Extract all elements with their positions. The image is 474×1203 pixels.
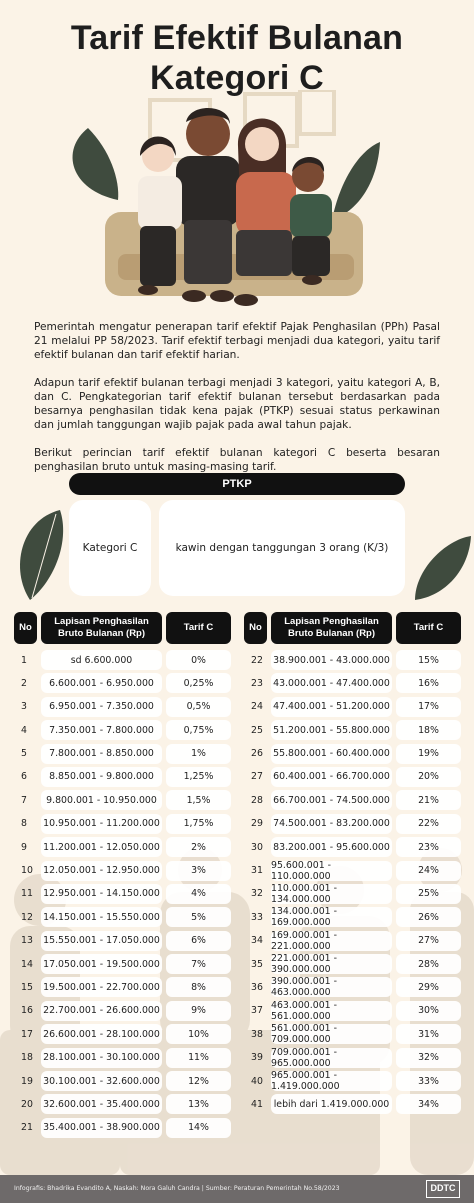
row-rate: 27%: [396, 931, 461, 951]
leaf-decoration-right: [405, 530, 474, 610]
row-number: 38: [251, 1028, 263, 1040]
leaf-decoration-left: [0, 500, 80, 610]
category-description: kawin dengan tanggungan 3 orang (K/3): [159, 500, 405, 596]
row-income-range: 965.000.001 - 1.419.000.000: [271, 1071, 392, 1091]
row-number: 9: [21, 841, 27, 853]
footer: [0, 1175, 474, 1203]
row-rate: 26%: [396, 907, 461, 927]
table-row: [244, 650, 465, 670]
row-rate: 34%: [396, 1094, 461, 1114]
row-income-range: 134.000.001 - 169.000.000: [271, 907, 392, 927]
row-rate: 23%: [396, 837, 461, 857]
row-income-range: 169.000.001 - 221.000.000: [271, 931, 392, 951]
row-rate: 9%: [166, 1001, 231, 1021]
row-rate: 2%: [166, 837, 231, 857]
row-rate: 11%: [166, 1048, 231, 1068]
row-number: 39: [251, 1052, 263, 1064]
intro-text: [34, 320, 440, 488]
row-number: 27: [251, 771, 263, 783]
row-income-range: 51.200.001 - 55.800.000: [271, 720, 392, 740]
row-number: 28: [251, 794, 263, 806]
table-row: [14, 1071, 235, 1091]
row-income-range: 66.700.001 - 74.500.000: [271, 790, 392, 810]
table-row: [14, 861, 235, 881]
row-income-range: 32.600.001 - 35.400.000: [41, 1094, 162, 1114]
row-number: 29: [251, 818, 263, 830]
row-income-range: 15.550.001 - 17.050.000: [41, 931, 162, 951]
row-number: 4: [21, 724, 27, 736]
table-row: [244, 767, 465, 787]
row-number: 33: [251, 911, 263, 923]
row-income-range: 561.000.001 - 709.000.000: [271, 1024, 392, 1044]
row-rate: 8%: [166, 977, 231, 997]
row-number: 5: [21, 748, 27, 760]
intro-paragraph-3: Berikut perincian tarif efektif bulanan kategori C beserta besaran penghasilan bruto untuk masing-masing tarif.: [34, 447, 440, 473]
family-illustration: [0, 90, 474, 312]
row-income-range: 47.400.001 - 51.200.000: [271, 697, 392, 717]
table-row: [244, 931, 465, 951]
row-number: 10: [21, 865, 33, 877]
row-number: 23: [251, 677, 263, 689]
row-rate: 1,75%: [166, 814, 231, 834]
table-row: [14, 673, 235, 693]
row-income-range: 55.800.001 - 60.400.000: [271, 744, 392, 764]
row-rate: 25%: [396, 884, 461, 904]
table-row: [14, 837, 235, 857]
row-rate: 0,5%: [166, 697, 231, 717]
table-row: [14, 1048, 235, 1068]
ptkp-header: PTKP: [69, 473, 405, 495]
row-income-range: 10.950.001 - 11.200.000: [41, 814, 162, 834]
table-row: [244, 1094, 465, 1114]
header-range: Lapisan Penghasilan Bruto Bulanan (Rp): [41, 612, 162, 644]
table-row: [244, 673, 465, 693]
intro-paragraph-2: Adapun tarif efektif bulanan terbagi menjadi 3 kategori, yaitu kategori A, B, dan C. Pengkategorian tarif efektif bulanan tersebut berdasarkan pada besarnya penghasilan tidak kena pajak (PTKP) sesuai status perkawinan dan jumlah tanggungan wajib pajak pada awal tahun pajak.: [34, 377, 440, 431]
row-number: 16: [21, 1005, 33, 1017]
row-rate: 31%: [396, 1024, 461, 1044]
table-row: [244, 884, 465, 904]
table-row: [244, 744, 465, 764]
row-income-range: 7.350.001 - 7.800.000: [41, 720, 162, 740]
row-income-range: 35.400.001 - 38.900.000: [41, 1118, 162, 1138]
row-rate: 17%: [396, 697, 461, 717]
footer-credits: Infografis: Bhadrika Evandito A, Naskah: Nora Galuh Candra | Sumber: Peraturan Pemerintah No.58/2023: [14, 1185, 340, 1192]
ddtc-logo: DDTC: [426, 1180, 460, 1198]
row-income-range: 17.050.001 - 19.500.000: [41, 954, 162, 974]
rate-table-right: [244, 612, 465, 1118]
header-rate: Tarif C: [396, 612, 461, 644]
row-rate: 16%: [396, 673, 461, 693]
row-number: 6: [21, 771, 27, 783]
row-rate: 33%: [396, 1071, 461, 1091]
row-income-range: lebih dari 1.419.000.000: [271, 1094, 392, 1114]
row-rate: 0%: [166, 650, 231, 670]
row-income-range: 60.400.001 - 66.700.000: [271, 767, 392, 787]
table-row: [244, 1071, 465, 1091]
table-row: [14, 697, 235, 717]
row-rate: 28%: [396, 954, 461, 974]
header-rate: Tarif C: [166, 612, 231, 644]
row-income-range: 221.000.001 - 390.000.000: [271, 954, 392, 974]
row-income-range: 6.950.001 - 7.350.000: [41, 697, 162, 717]
row-number: 35: [251, 958, 263, 970]
row-rate: 0,75%: [166, 720, 231, 740]
row-income-range: 28.100.001 - 30.100.000: [41, 1048, 162, 1068]
row-income-range: sd 6.600.000: [41, 650, 162, 670]
row-number: 15: [21, 981, 33, 993]
row-number: 31: [251, 865, 263, 877]
table-row: [244, 720, 465, 740]
table-row: [14, 744, 235, 764]
table-row: [14, 977, 235, 997]
row-income-range: 12.950.001 - 14.150.000: [41, 884, 162, 904]
row-rate: 29%: [396, 977, 461, 997]
row-rate: 32%: [396, 1048, 461, 1068]
table-row: [14, 931, 235, 951]
row-rate: 3%: [166, 861, 231, 881]
table-row: [14, 954, 235, 974]
row-number: 13: [21, 935, 33, 947]
title-line-1: Tarif Efektif Bulanan: [70, 19, 404, 57]
header-no: No: [14, 612, 37, 644]
row-number: 30: [251, 841, 263, 853]
row-income-range: 110.000.001 - 134.000.000: [271, 884, 392, 904]
row-number: 37: [251, 1005, 263, 1017]
row-rate: 14%: [166, 1118, 231, 1138]
row-income-range: 30.100.001 - 32.600.000: [41, 1071, 162, 1091]
row-income-range: 6.600.001 - 6.950.000: [41, 673, 162, 693]
table-row: [14, 1024, 235, 1044]
row-number: 20: [21, 1098, 33, 1110]
row-rate: 0,25%: [166, 673, 231, 693]
row-rate: 21%: [396, 790, 461, 810]
table-row: [14, 650, 235, 670]
row-number: 11: [21, 888, 33, 900]
table-row: [244, 790, 465, 810]
table-row: [14, 720, 235, 740]
row-income-range: 8.850.001 - 9.800.000: [41, 767, 162, 787]
intro-paragraph-1: Pemerintah mengatur penerapan tarif efektif Pajak Penghasilan (PPh) Pasal 21 melalui PP 58/2023. Tarif efektif terbagi menjadi dua kategori, yaitu tarif efektif bulanan dan tarif efektif harian.: [34, 321, 440, 361]
row-income-range: 11.200.001 - 12.050.000: [41, 837, 162, 857]
table-row: [14, 884, 235, 904]
table-row: [14, 790, 235, 810]
row-income-range: 709.000.001 - 965.000.000: [271, 1048, 392, 1068]
row-number: 41: [251, 1098, 263, 1110]
table-row: [244, 907, 465, 927]
row-income-range: 26.600.001 - 28.100.000: [41, 1024, 162, 1044]
row-number: 14: [21, 958, 33, 970]
table-row: [244, 814, 465, 834]
row-number: 7: [21, 794, 27, 806]
table-row: [14, 767, 235, 787]
row-number: 36: [251, 981, 263, 993]
row-income-range: 95.600.001 - 110.000.000: [271, 861, 392, 881]
row-income-range: 390.000.001 - 463.000.000: [271, 977, 392, 997]
row-rate: 19%: [396, 744, 461, 764]
row-rate: 5%: [166, 907, 231, 927]
row-rate: 12%: [166, 1071, 231, 1091]
row-number: 26: [251, 748, 263, 760]
table-row: [244, 1048, 465, 1068]
row-rate: 1%: [166, 744, 231, 764]
row-rate: 7%: [166, 954, 231, 974]
row-income-range: 7.800.001 - 8.850.000: [41, 744, 162, 764]
row-number: 21: [21, 1122, 33, 1134]
row-income-range: 22.700.001 - 26.600.000: [41, 1001, 162, 1021]
table-row: [244, 1001, 465, 1021]
row-income-range: 19.500.001 - 22.700.000: [41, 977, 162, 997]
table-row: [244, 861, 465, 881]
table-row: [14, 1118, 235, 1138]
row-rate: 1,5%: [166, 790, 231, 810]
row-rate: 4%: [166, 884, 231, 904]
table-row: [244, 977, 465, 997]
page-title: [0, 18, 474, 98]
row-number: 17: [21, 1028, 33, 1040]
title-line-2: Kategori C: [150, 59, 324, 97]
table-header: [14, 612, 235, 644]
table-row: [14, 907, 235, 927]
row-number: 18: [21, 1052, 33, 1064]
category-label: Kategori C: [69, 500, 151, 596]
row-number: 32: [251, 888, 263, 900]
table-row: [244, 697, 465, 717]
row-number: 22: [251, 654, 263, 666]
row-income-range: 83.200.001 - 95.600.000: [271, 837, 392, 857]
table-row: [14, 1001, 235, 1021]
header-no: No: [244, 612, 267, 644]
row-income-range: 14.150.001 - 15.550.000: [41, 907, 162, 927]
row-number: 40: [251, 1075, 263, 1087]
row-number: 25: [251, 724, 263, 736]
row-number: 2: [21, 677, 27, 689]
row-rate: 20%: [396, 767, 461, 787]
row-income-range: 9.800.001 - 10.950.000: [41, 790, 162, 810]
row-rate: 1,25%: [166, 767, 231, 787]
row-rate: 15%: [396, 650, 461, 670]
table-row: [14, 1094, 235, 1114]
row-income-range: 12.050.001 - 12.950.000: [41, 861, 162, 881]
row-number: 1: [21, 654, 27, 666]
row-number: 12: [21, 911, 33, 923]
table-row: [244, 1024, 465, 1044]
row-income-range: 463.000.001 - 561.000.000: [271, 1001, 392, 1021]
row-rate: 24%: [396, 861, 461, 881]
row-income-range: 74.500.001 - 83.200.000: [271, 814, 392, 834]
row-number: 3: [21, 701, 27, 713]
table-row: [244, 837, 465, 857]
header-range: Lapisan Penghasilan Bruto Bulanan (Rp): [271, 612, 392, 644]
row-rate: 6%: [166, 931, 231, 951]
row-number: 8: [21, 818, 27, 830]
row-income-range: 38.900.001 - 43.000.000: [271, 650, 392, 670]
table-row: [244, 954, 465, 974]
table-header: [244, 612, 465, 644]
row-rate: 13%: [166, 1094, 231, 1114]
row-number: 34: [251, 935, 263, 947]
row-income-range: 43.000.001 - 47.400.000: [271, 673, 392, 693]
row-rate: 22%: [396, 814, 461, 834]
row-rate: 10%: [166, 1024, 231, 1044]
row-number: 19: [21, 1075, 33, 1087]
row-number: 24: [251, 701, 263, 713]
rate-table-left: [14, 612, 235, 1141]
table-row: [14, 814, 235, 834]
row-rate: 30%: [396, 1001, 461, 1021]
row-rate: 18%: [396, 720, 461, 740]
